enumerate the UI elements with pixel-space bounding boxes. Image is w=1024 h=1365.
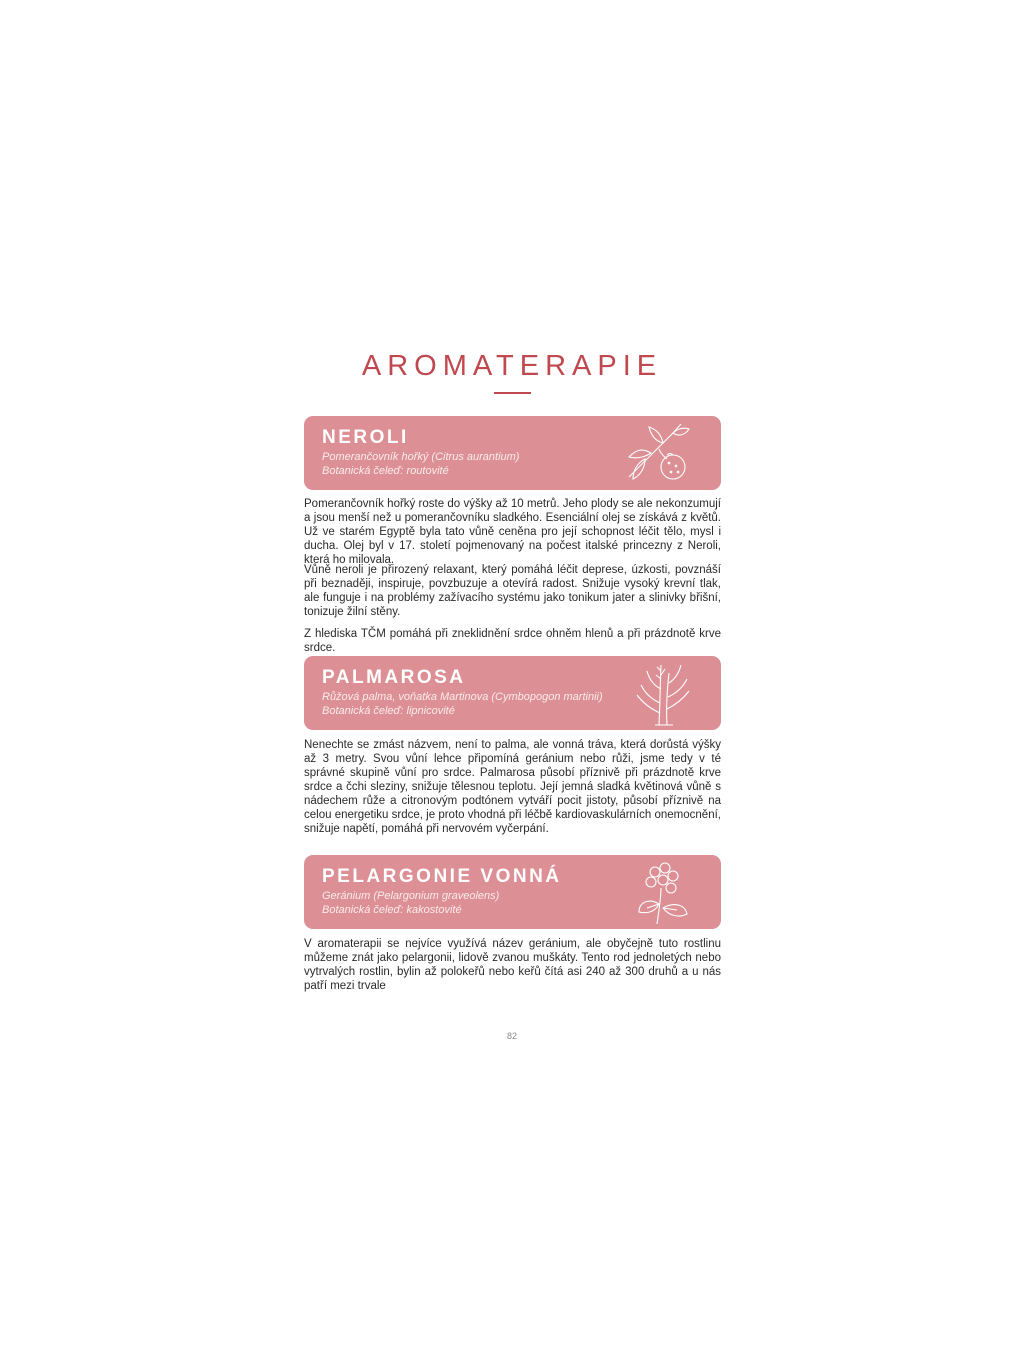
- neroli-paragraph-1: Pomerančovník hořký roste do výšky až 10 metrů. Jeho plody se ale nekonzumují a jsou menší než u pomerančovníku sladkého. Esenciální olej se získává z květů. Už ve starém Egyptě byla tato vůně ceněna pro její schopnost léčit tělo, mysl i ducha. Olej byl v 17. století pojmenovaný na počest italské princezny z Neroli, která ho milovala.: [304, 498, 721, 566]
- section-botanical-family: Botanická čeleď: routovité: [322, 465, 449, 477]
- section-botanical-family: Botanická čeleď: lipnicovité: [322, 705, 455, 717]
- section-header-pelargonie-vonna: [304, 855, 721, 929]
- palmarosa-paragraph-1: Nenechte se zmást názvem, není to palma, ale vonná tráva, která dorůstá výšky až 3 metry. Svou vůní lehce připomíná geránium nebo růži, jsme tedy v té správné skupině vůní pro srdce. Palmarosa působí příznivě při prázdnotě krve srdce a čchi sleziny, snižuje tělesnou teplotu. Její jemná sladká květinová vůně s nádechem růže a citronovým podtónem vytváří pocit jistoty, působí příznivě na celou energetiku srdce, je proto vhodná při léčbě kardiovaskulárních onemocnění, snižuje napětí, pomáhá při nervovém vyčerpání.: [304, 739, 721, 835]
- section-latin-name: Pomerančovník hořký (Citrus aurantium): [322, 451, 520, 463]
- title-divider: [494, 392, 531, 394]
- section-title: PELARGONIE VONNÁ: [322, 866, 562, 887]
- section-latin-name: Růžová palma, voňatka Martinova (Cymbopogon martinii): [322, 691, 603, 703]
- section-header-palmarosa: [304, 656, 721, 730]
- pelargonie-paragraph-1: V aromaterapii se nejvíce využívá název geránium, ale obyčejně tuto rostlinu můžeme znát jako pelargonii, lidově zvanou muškáty. Tento rod jednoletých nebo vytrvalých rostlin, bylin až polokeřů nebo keřů čítá asi 240 až 300 druhů a u nás patří mezi trvale: [304, 938, 721, 992]
- page-number: 82: [506, 1031, 517, 1041]
- neroli-paragraph-3: Z hlediska TČM pomáhá při zneklidnění srdce ohněm hlenů a při prázdnotě krve srdce.: [304, 628, 721, 654]
- section-header-neroli: [304, 416, 721, 490]
- grass-plant-icon: [633, 659, 693, 727]
- section-title: NEROLI: [322, 427, 409, 448]
- orange-branch-icon: [623, 419, 693, 487]
- page-title: AROMATERAPIE: [361, 350, 663, 382]
- section-latin-name: Geránium (Pelargonium graveolens): [322, 890, 500, 902]
- section-botanical-family: Botanická čeleď: kakostovité: [322, 904, 462, 916]
- section-title: PALMAROSA: [322, 667, 466, 688]
- geranium-flower-icon: [633, 858, 693, 926]
- neroli-paragraph-2: Vůně neroli je přirozený relaxant, který pomáhá léčit deprese, úzkosti, povznáší při beznaději, inspiruje, povzbuzuje a otevírá radost. Snižuje vysoký krevní tlak, ale funguje i na problémy zažívacího systému jako tonikum jater a slinivky břišní, tonizuje žilní stěny.: [304, 564, 721, 618]
